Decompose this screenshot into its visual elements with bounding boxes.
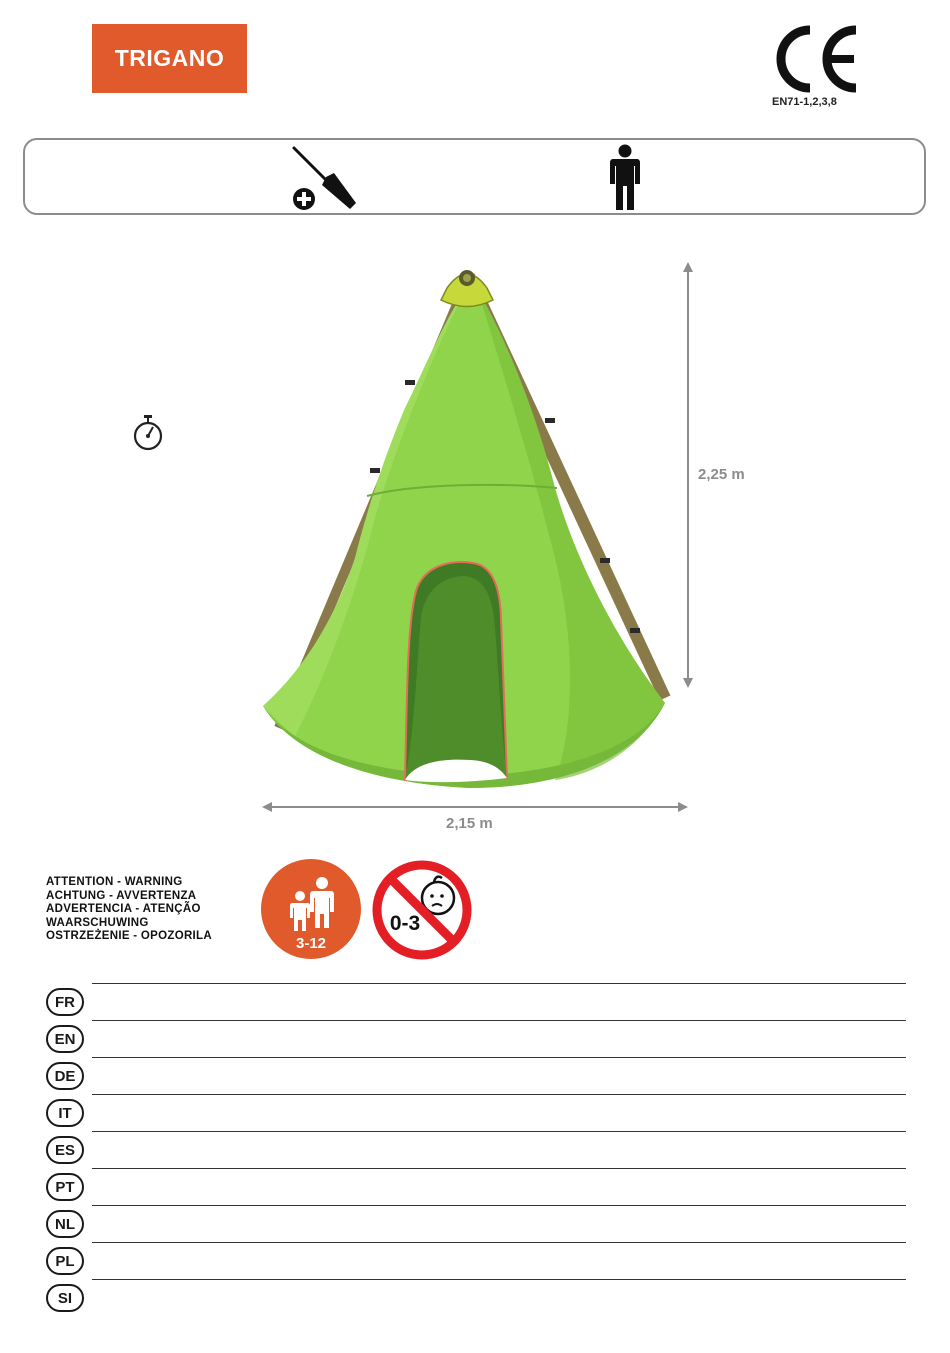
language-badge-si: SI bbox=[46, 1284, 84, 1312]
language-badge-pt: PT bbox=[46, 1173, 84, 1201]
language-badge-fr: FR bbox=[46, 988, 84, 1016]
not-suitable-age-label: 0-3 bbox=[389, 912, 421, 935]
phillips-screwdriver-icon bbox=[288, 145, 360, 213]
warning-line: WAARSCHUWING bbox=[46, 916, 149, 929]
language-row-it bbox=[46, 1095, 906, 1132]
not-suitable-under-3-icon bbox=[370, 858, 474, 962]
brand-logo bbox=[92, 24, 247, 93]
stopwatch-icon bbox=[130, 414, 166, 452]
warning-line: ADVERTENCIA - ATENÇÃO bbox=[46, 903, 201, 916]
language-divider bbox=[92, 1242, 906, 1243]
ce-mark-icon bbox=[770, 22, 865, 97]
language-badge-en: EN bbox=[46, 1025, 84, 1053]
language-row-es bbox=[46, 1132, 906, 1169]
language-row-pt bbox=[46, 1169, 906, 1206]
language-row-fr bbox=[46, 984, 906, 1021]
warning-line: ACHTUNG - AVVERTENZA bbox=[46, 889, 197, 902]
brand-name: TRIGANO bbox=[114, 45, 225, 71]
one-person-icon bbox=[608, 144, 642, 212]
language-divider bbox=[92, 1131, 906, 1132]
language-row-nl bbox=[46, 1206, 906, 1243]
language-divider bbox=[92, 1168, 906, 1169]
language-badge-nl: NL bbox=[46, 1210, 84, 1238]
warning-line: OSTRZEŻENIE - OPOZORILA bbox=[46, 930, 212, 943]
language-divider bbox=[92, 1205, 906, 1206]
language-row-pl bbox=[46, 1243, 906, 1280]
language-badge-es: ES bbox=[46, 1136, 84, 1164]
language-badge-de: DE bbox=[46, 1062, 84, 1090]
language-row-de bbox=[46, 1058, 906, 1095]
language-divider bbox=[92, 1094, 906, 1095]
width-label: 2,15 m bbox=[446, 815, 493, 832]
language-divider bbox=[92, 1020, 906, 1021]
language-row-en bbox=[46, 1021, 906, 1058]
language-badge-it: IT bbox=[46, 1099, 84, 1127]
age-range-icon bbox=[260, 858, 362, 960]
language-divider bbox=[92, 983, 906, 984]
language-divider bbox=[92, 1279, 906, 1280]
age-range-label: 3-12 bbox=[295, 935, 327, 952]
language-divider bbox=[92, 1057, 906, 1058]
warning-heading bbox=[46, 876, 212, 944]
ce-standard-label: EN71-1,2,3,8 bbox=[772, 96, 837, 108]
language-badge-pl: PL bbox=[46, 1247, 84, 1275]
height-label: 2,25 m bbox=[698, 466, 745, 483]
language-row-si bbox=[46, 1280, 906, 1317]
tools-required-panel bbox=[23, 138, 926, 215]
warning-line: ATTENTION - WARNING bbox=[46, 876, 183, 888]
tent-image bbox=[255, 258, 685, 798]
